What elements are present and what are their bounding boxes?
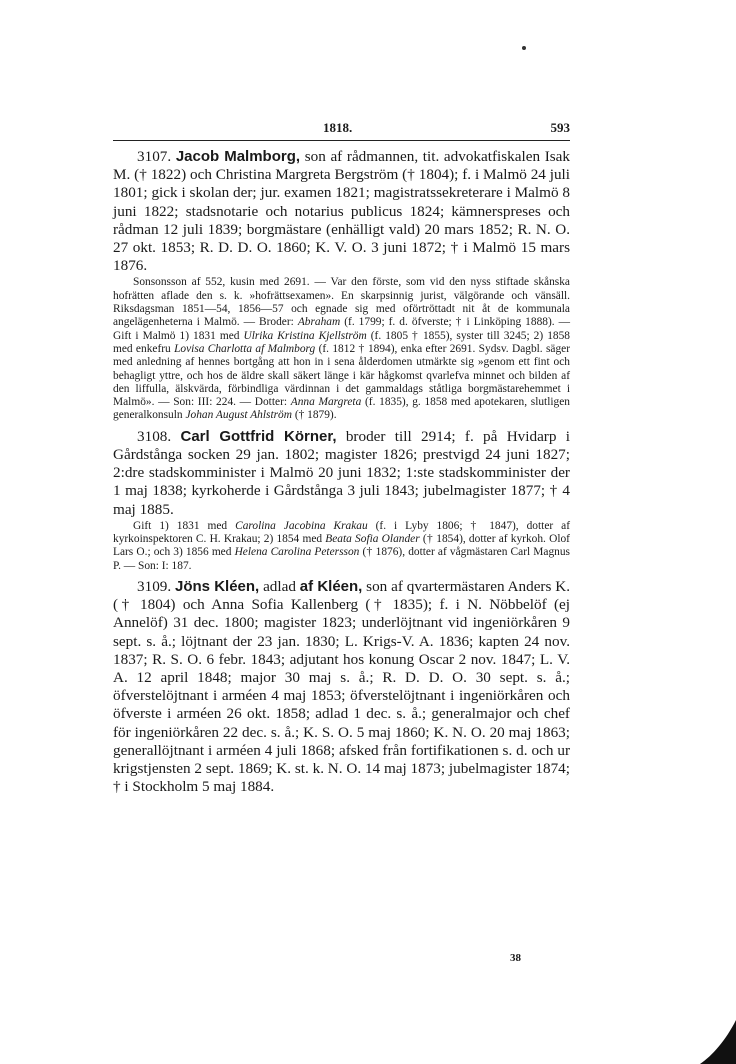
entry-3107 bbox=[113, 148, 570, 423]
entry-body: broder till 2914; f. på Hvidarp i Gårdstånga socken 29 jan. 1802; magister 1826; prestvigd 24 juni 1827; 2:dre stadskomminister i Malmö 20 juni 1832; 1:ste stadskomminister der 1 maj 1838; kyrkoherde i Gårdstånga 3 juli 1843; jubelmagister 1877; † 4 maj 1885. bbox=[113, 427, 570, 518]
ennobled-name: af Kléen, bbox=[299, 577, 363, 595]
entry-number: 3109. bbox=[137, 577, 172, 595]
note-name: Johan August Ahlström bbox=[185, 409, 292, 422]
entry-connector: adlad bbox=[259, 577, 300, 595]
page-body bbox=[113, 148, 570, 796]
page-corner-shadow bbox=[700, 1020, 736, 1064]
entry-3108 bbox=[113, 428, 570, 573]
header-rule bbox=[113, 140, 570, 141]
note-text: Gift 1) 1831 med bbox=[133, 519, 236, 532]
note-name: Helena Carolina Petersson bbox=[234, 546, 360, 559]
signature-mark: 38 bbox=[510, 952, 521, 964]
note-name: Ulrika Kristina Kjellström bbox=[243, 329, 367, 342]
entry-number: 3108. bbox=[137, 427, 172, 445]
entry-main-text bbox=[113, 148, 570, 275]
entry-number: 3107. bbox=[137, 148, 172, 165]
page-number: 593 bbox=[550, 120, 570, 135]
entry-3109 bbox=[113, 578, 570, 796]
note-text: Sonsonsson af 552, kusin med 2691. — Var den förste, som vid den nyss stiftade skånska hofrätten aflade den s. k. »hofrättsexamen». En skarpsinnig jurist, välgörande och vänsäll. Riksdagsman 1851—54, 1856—57 och egnade sig med oförtröttadt nit åt de kommunala angelägenheterna i Malmö. — Broder: bbox=[113, 276, 570, 329]
note-name: Lovisa Charlotta af Malmborg bbox=[174, 342, 316, 355]
note-text: (f. 1812 † 1894), enka efter 2691. Sydsv. Dagbl. säger med anledning af hennes bortgång att hon in i sena ålderdomen utmärkte sig »genom ett fint och behagligt yttre, och hos de äldre skall säkert länge i kär hågkomst qvarlefva minnet och bilden af den liffulla, älskvärda, förbindliga värdinnan i det gammaldags ståtliga borgmästarehemmet i Malmö». — Son: III: 224. — Dotter: bbox=[113, 342, 571, 409]
header-year: 1818. bbox=[323, 120, 353, 135]
entry-main-text bbox=[113, 428, 570, 519]
speck-mark bbox=[522, 46, 526, 50]
note-text: (f. i Lyby 1806; † 1847), dotter af kyrkoinspektoren C. H. Krakau; 2) 1854 med bbox=[113, 519, 570, 545]
note-text: († 1876), dotter af vågmästaren Carl Magnus P. — Son: I: 187. bbox=[113, 546, 570, 572]
person-name: Jacob Malmborg, bbox=[175, 148, 301, 165]
note-name: Anna Margreta bbox=[290, 396, 362, 409]
running-header bbox=[113, 120, 570, 140]
note-name: Beata Sofia Olander bbox=[325, 533, 420, 545]
note-text: (f. 1835), g. 1858 med apotekaren, slutligen generalkonsuln bbox=[113, 396, 570, 422]
entry-body: son af rådmannen, tit. advokatfiskalen Isak M. († 1822) och Christina Margreta Bergström († 1804); f. i Malmö 24 juli 1801; gick i skolan der; jur. examen 1821; magistratssekreterare i Malmö 8 juni 1822; stadsnotarie och notarius publicus 1824; kämnerspreses och rådman 12 juli 1839; borgmästare (enhälligt vald) 20 mars 1852; R. N. O. 27 okt. 1853; R. D. D. O. 1860; K. V. O. 3 juni 1872; † i Malmö 15 mars 1876. bbox=[113, 148, 571, 275]
note-name: Carolina Jacobina Krakau bbox=[235, 519, 368, 532]
note-name: Abraham bbox=[297, 316, 341, 329]
person-name: Carl Gottfrid Körner, bbox=[180, 427, 337, 445]
entry-note bbox=[113, 520, 570, 573]
note-text: († 1879). bbox=[291, 409, 337, 422]
note-text: (f. 1799; f. d. öfverste; † i Linköping 1888). — Gift i Malmö 1) 1831 med bbox=[113, 316, 570, 342]
note-text: (f. 1805 † 1855), syster till 3245; 2) 1858 med enkefru bbox=[113, 329, 570, 355]
note-text: († 1854), dotter af kyrkoh. Olof Lars O.; och 3) 1856 med bbox=[113, 533, 570, 559]
entry-main-text bbox=[113, 578, 570, 796]
entry-note bbox=[113, 276, 570, 422]
person-name: Jöns Kléen, bbox=[175, 577, 260, 595]
entry-body: son af qvartermästaren Anders K. († 1804) och Anna Sofia Kallenberg († 1835); f. i N. Nöbbelöf (ej Annelöf) 31 dec. 1800; magister 1823; underlöjtnant vid ingeniörkåren 9 sept. s. å.; löjtnant der 23 jan. 1830; L. Krigs-V. A. 1836; kapten 24 nov. 1837; R. S. O. 6 febr. 1843; adjutant hos konung Oscar 2 nov. 1847; L. V. A. 12 april 1848; major 30 maj s. å.; R. D. D. O. 30 sept. s. å.; öfverstelöjtnant i arméen 4 maj 1853; öfverstelöjtnant i ingeniörkåren och öfverste i arméen 26 okt. 1858; adlad 1 dec. s. å.; generalmajor och chef för ingeniörkåren 22 dec. s. å.; K. S. O. 5 maj 1860; K. N. O. 20 maj 1863; generallöjtnant i arméen 4 juli 1868; afsked från fortifikationen s. d. och ur krigstjensten 2 sept. 1869; K. st. k. N. O. 14 maj 1873; jubelmagister 1874; † i Stockholm 5 maj 1884. bbox=[113, 577, 570, 796]
